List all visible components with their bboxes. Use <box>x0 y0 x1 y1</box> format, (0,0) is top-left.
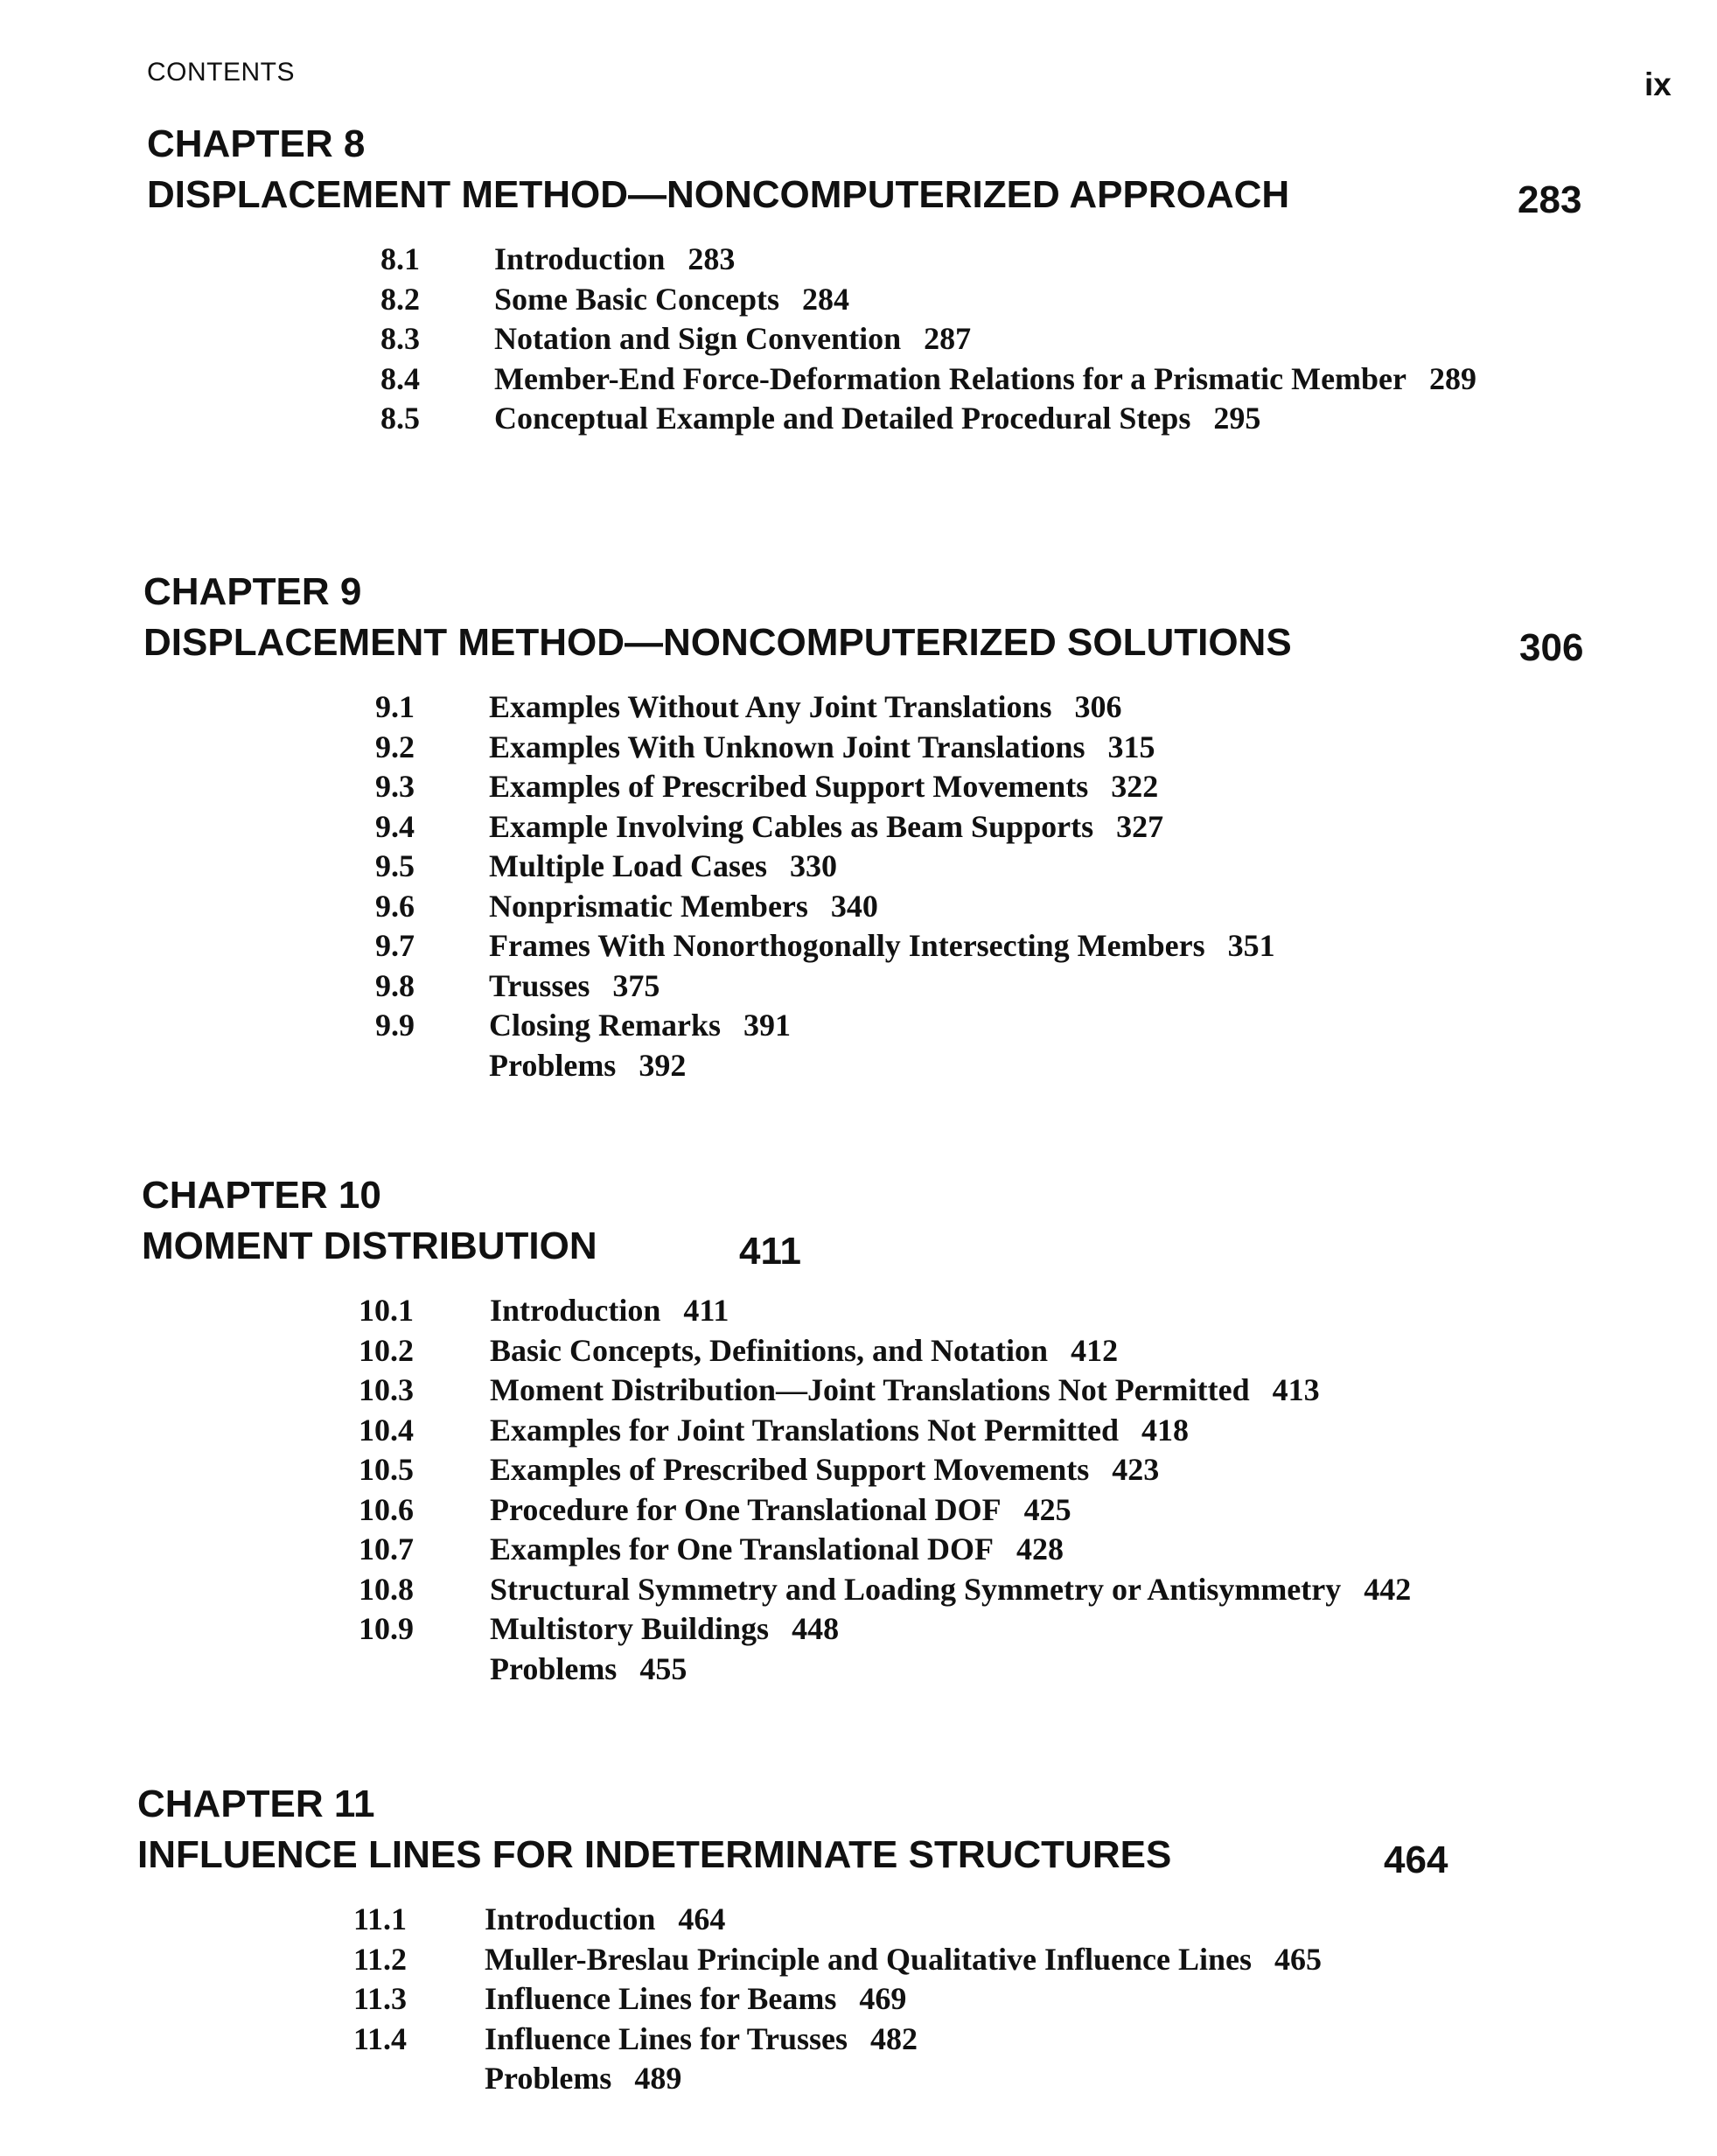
toc-entry[interactable] <box>359 1411 1716 1451</box>
section-title: Examples for One Translational DOF <box>490 1532 995 1566</box>
section-title: Closing Remarks <box>489 1008 722 1043</box>
section-number: 11.4 <box>353 2020 408 2056</box>
toc-entry[interactable] <box>353 1940 1712 1980</box>
section-number: 8.1 <box>380 241 420 276</box>
toc-entry[interactable] <box>359 1291 1716 1331</box>
chapter-title: DISPLACEMENT METHOD—NONCOMPUTERIZED SOLUTIONS <box>143 621 1292 664</box>
section-page: 411 <box>683 1293 729 1328</box>
section-page: 315 <box>1107 729 1155 764</box>
section-title: Examples of Prescribed Support Movements <box>490 1452 1090 1487</box>
toc-entry[interactable] <box>375 687 1717 728</box>
section-title: Nonprismatic Members <box>489 888 808 924</box>
toc-entry[interactable] <box>375 728 1717 768</box>
toc-entry[interactable] <box>353 2059 1712 2099</box>
section-title: Muller-Breslau Principle and Qualitative Influence Lines <box>485 1941 1252 1977</box>
section-page: 295 <box>1213 401 1261 436</box>
section-page: 482 <box>870 2020 918 2056</box>
section-number: 9.8 <box>375 967 415 1003</box>
toc-entry[interactable] <box>359 1609 1716 1650</box>
toc-entry[interactable] <box>353 1900 1712 1940</box>
chapter-title-line <box>137 1830 1712 1884</box>
section-number: 9.3 <box>375 769 415 804</box>
section-title: Multiple Load Cases <box>489 848 768 883</box>
section-page: 489 <box>634 2061 682 2096</box>
section-page: 469 <box>859 1981 907 2016</box>
toc-entry[interactable] <box>375 966 1717 1007</box>
section-title: Influence Lines for Beams <box>485 1981 837 2016</box>
toc-entry[interactable] <box>375 1006 1717 1046</box>
section-number: 9.6 <box>375 888 415 924</box>
toc-entry[interactable] <box>353 2020 1712 2060</box>
section-page: 391 <box>743 1008 792 1043</box>
section-list <box>380 240 1717 439</box>
section-page: 306 <box>1074 689 1122 724</box>
toc-entry[interactable] <box>359 1331 1716 1371</box>
chapter-title: INFLUENCE LINES FOR INDETERMINATE STRUCTURES <box>137 1833 1172 1876</box>
section-title: Examples Without Any Joint Translations <box>489 689 1052 724</box>
section-page: 413 <box>1272 1372 1320 1407</box>
toc-entry[interactable] <box>380 240 1717 280</box>
section-title: Introduction <box>485 1901 656 1936</box>
section-title: Some Basic Concepts <box>494 281 779 317</box>
section-title: Problems <box>490 1650 618 1686</box>
chapter-11 <box>137 1779 1712 2099</box>
section-title: Trusses <box>489 967 590 1003</box>
section-page: 283 <box>687 241 736 276</box>
chapter-label: CHAPTER 8 <box>147 122 366 165</box>
section-title: Notation and Sign Convention <box>494 321 902 356</box>
section-title: Introduction <box>490 1293 661 1328</box>
section-title: Problems <box>485 2061 612 2096</box>
section-page: 442 <box>1364 1571 1412 1607</box>
toc-entry[interactable] <box>380 359 1717 400</box>
section-page: 465 <box>1274 1941 1322 1977</box>
section-number: 8.2 <box>380 281 420 317</box>
section-page: 412 <box>1071 1332 1119 1368</box>
section-title: Moment Distribution—Joint Translations Not Permitted <box>490 1372 1250 1407</box>
section-number: 9.5 <box>375 848 415 883</box>
section-page: 289 <box>1429 360 1477 396</box>
toc-entry[interactable] <box>359 1371 1716 1411</box>
section-number: 9.1 <box>375 689 415 724</box>
toc-entry[interactable] <box>359 1490 1716 1531</box>
section-number: 10.1 <box>359 1293 414 1328</box>
section-number: 10.9 <box>359 1611 414 1646</box>
toc-entry[interactable] <box>359 1650 1716 1690</box>
section-title: Introduction <box>494 241 666 276</box>
section-number: 10.5 <box>359 1452 414 1487</box>
chapter-page: 283 <box>1518 178 1582 221</box>
section-title: Basic Concepts, Definitions, and Notation <box>490 1332 1049 1368</box>
chapter-title-line <box>143 617 1717 672</box>
section-page: 392 <box>639 1047 687 1083</box>
section-title: Structural Symmetry and Loading Symmetry or Antisymmetry <box>490 1571 1342 1607</box>
section-title: Influence Lines for Trusses <box>485 2020 848 2056</box>
section-page: 322 <box>1111 769 1159 804</box>
chapter-label: CHAPTER 10 <box>142 1174 381 1217</box>
section-title: Example Involving Cables as Beam Supports <box>489 808 1094 844</box>
chapter-8 <box>147 119 1717 439</box>
toc-entry[interactable] <box>380 280 1717 320</box>
toc-entry[interactable] <box>380 319 1717 359</box>
section-page: 448 <box>792 1611 840 1646</box>
chapter-page: 411 <box>739 1230 801 1273</box>
section-number: 10.7 <box>359 1532 414 1566</box>
section-title: Conceptual Example and Detailed Procedural Steps <box>494 401 1191 436</box>
section-page: 425 <box>1023 1491 1071 1527</box>
section-page: 455 <box>639 1650 687 1686</box>
section-number: 9.2 <box>375 729 415 764</box>
toc-entry[interactable] <box>375 767 1717 807</box>
section-page: 418 <box>1141 1412 1189 1448</box>
section-list <box>375 687 1717 1085</box>
section-title: Examples for Joint Translations Not Permitted <box>490 1412 1119 1448</box>
section-number: 9.9 <box>375 1008 415 1043</box>
section-page: 423 <box>1112 1452 1160 1487</box>
section-page: 287 <box>924 321 972 356</box>
toc-entry[interactable] <box>359 1530 1716 1570</box>
toc-entry[interactable] <box>359 1570 1716 1610</box>
toc-entry[interactable] <box>375 807 1717 848</box>
section-page: 284 <box>802 281 849 317</box>
section-page: 351 <box>1227 928 1275 963</box>
section-page: 330 <box>790 848 838 883</box>
chapter-title-line <box>147 170 1717 224</box>
section-list <box>359 1291 1716 1689</box>
chapter-page: 306 <box>1519 626 1584 669</box>
section-page: 327 <box>1116 808 1164 844</box>
section-number: 9.7 <box>375 928 415 963</box>
toc-entry[interactable] <box>380 399 1717 439</box>
chapter-title: DISPLACEMENT METHOD—NONCOMPUTERIZED APPROACH <box>147 173 1290 216</box>
section-number: 10.6 <box>359 1491 414 1527</box>
section-number: 11.2 <box>353 1941 408 1977</box>
section-number: 10.8 <box>359 1571 414 1607</box>
running-head: CONTENTS <box>147 58 295 87</box>
toc-entry[interactable] <box>375 887 1717 927</box>
toc-entry[interactable] <box>359 1450 1716 1490</box>
section-page: 464 <box>678 1901 726 1936</box>
section-number: 10.3 <box>359 1372 414 1407</box>
section-number: 10.2 <box>359 1332 414 1368</box>
section-title: Examples of Prescribed Support Movements <box>489 769 1089 804</box>
section-page: 340 <box>830 888 878 924</box>
section-title: Problems <box>489 1047 617 1083</box>
chapter-title-line <box>142 1221 1716 1275</box>
section-list <box>353 1900 1712 2099</box>
section-number: 8.3 <box>380 321 420 356</box>
section-title: Procedure for One Translational DOF <box>490 1491 1002 1527</box>
chapter-10 <box>142 1170 1716 1689</box>
toc-entry[interactable] <box>375 926 1717 966</box>
section-number: 9.4 <box>375 808 415 844</box>
section-number: 8.4 <box>380 360 420 396</box>
section-title: Multistory Buildings <box>490 1611 770 1646</box>
toc-entry[interactable] <box>353 1979 1712 2020</box>
section-title: Member-End Force-Deformation Relations for a Prismatic Member <box>494 360 1407 396</box>
section-page: 428 <box>1016 1532 1064 1566</box>
section-number: 11.3 <box>353 1981 408 2016</box>
section-page: 375 <box>612 967 660 1003</box>
chapter-9 <box>143 567 1717 1085</box>
section-title: Examples With Unknown Joint Translations <box>489 729 1085 764</box>
section-number: 11.1 <box>353 1901 408 1936</box>
chapter-page: 464 <box>1384 1839 1448 1881</box>
chapter-label: CHAPTER 9 <box>143 570 362 613</box>
chapter-label: CHAPTER 11 <box>137 1783 375 1825</box>
section-number: 8.5 <box>380 401 420 436</box>
toc-entry[interactable] <box>375 1046 1717 1086</box>
chapter-title: MOMENT DISTRIBUTION <box>142 1225 597 1267</box>
section-number: 10.4 <box>359 1412 414 1448</box>
toc-entry[interactable] <box>375 847 1717 887</box>
section-title: Frames With Nonorthogonally Intersecting Members <box>489 928 1205 963</box>
page-number: ix <box>1644 66 1672 102</box>
